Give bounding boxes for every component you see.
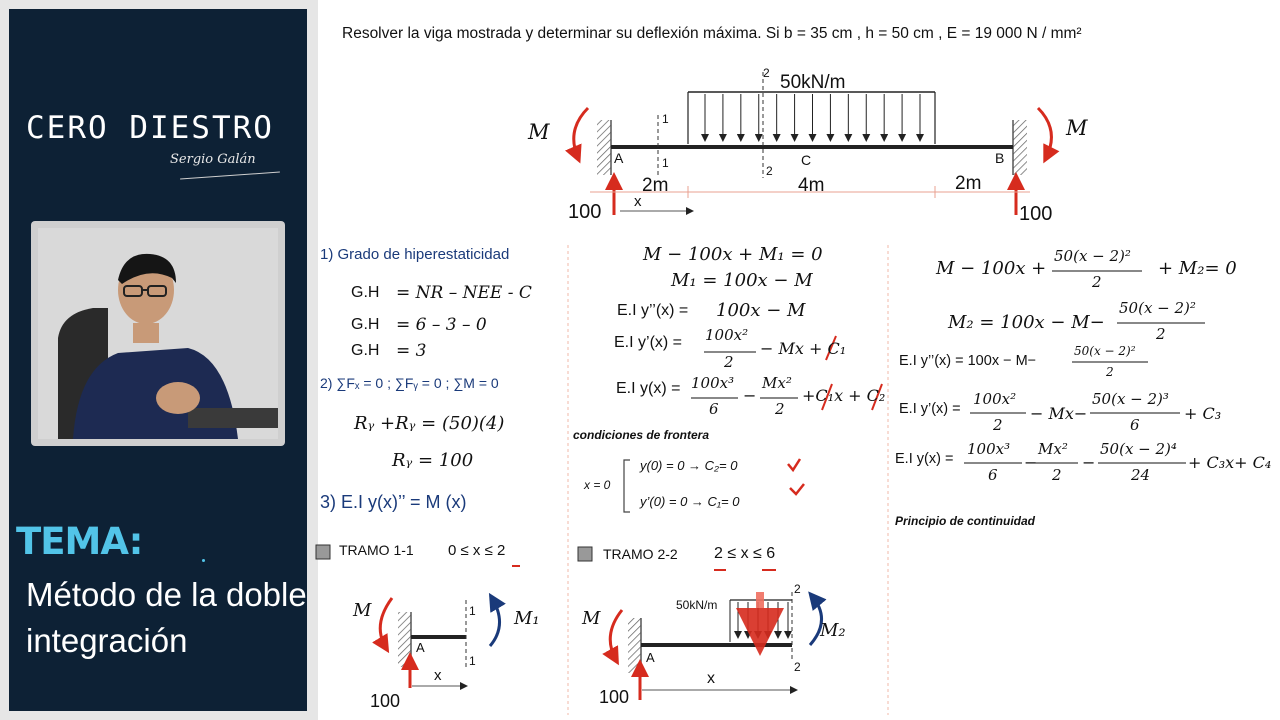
seg2-moment-right: M₂ (820, 620, 846, 641)
reaction-right: 100 (1019, 203, 1053, 225)
col3-eq5-num1: 100x³ (967, 440, 1011, 458)
point-c: C (801, 152, 812, 168)
col3-eq5-rest: + C₃x+ C₄ (1188, 453, 1272, 472)
col2-eq4-num: 100x² (705, 326, 749, 344)
moment-left-label: M (528, 120, 550, 144)
seg1-reaction: 100 (370, 691, 401, 711)
col3-eq3-den: 2 (1106, 365, 1114, 379)
col3-eq1-a: M − 100x + (936, 258, 1047, 279)
seg2-moment-left: M (582, 608, 601, 629)
x-label: x (634, 193, 642, 210)
boundary-title: condiciones de frontera (573, 428, 710, 442)
col3-eq4-mid: − Mx− (1030, 404, 1088, 423)
seg2-x: x (707, 670, 715, 687)
moment-right-label: M (1066, 116, 1088, 140)
col2-eq2: M₁ = 100x − M (671, 270, 813, 291)
col2-eq4-den: 2 (724, 353, 734, 371)
tramo1-title: TRAMO 1-1 (339, 542, 414, 558)
seg1-x: x (434, 667, 442, 684)
col2-eq5-rest: +C₁x + C₂ (802, 386, 886, 405)
col3-eq5-m2: − (1082, 453, 1096, 472)
gh3-label: G.H (351, 342, 380, 359)
gh1-expr: = NR – NEE - C (396, 283, 532, 303)
col3-eq4-num1: 100x² (973, 390, 1017, 408)
tramo2-checkbox-icon (578, 547, 592, 561)
seg1-moment-left: M (353, 600, 372, 621)
tramo2-range: 2 ≤ x ≤ 6 (714, 545, 776, 562)
span-mid: 4m (798, 175, 825, 196)
seg2-reaction: 100 (599, 687, 630, 707)
col2-eq5-num1: 100x³ (691, 374, 735, 392)
col3-eq3-a: E.I y’’(x) = 100x − M− (899, 353, 1037, 369)
col2-eq3-expr: 100x − M (716, 300, 806, 321)
col3-eq4-rest: + C₃ (1184, 404, 1222, 423)
col3-eq2-num: 50(x − 2)² (1119, 299, 1196, 317)
seg1-moment-right: M₁ (514, 608, 540, 629)
gh1-label: G.H (351, 284, 380, 301)
col3-eq5-den3: 24 (1131, 466, 1151, 484)
section-2-top: 2 (763, 66, 770, 80)
col3-eq2-den: 2 (1156, 325, 1166, 343)
col2-eq3-label: E.I y’’(x) = (617, 302, 689, 319)
section-1-top: 1 (662, 112, 669, 126)
topic-label: TEMA: (16, 520, 143, 563)
reaction-left: 100 (568, 201, 602, 223)
col3-eq5-num3: 50(x − 2)⁴ (1100, 440, 1177, 458)
col2-eq5-den1: 6 (709, 400, 719, 418)
col3-eq4-a: E.I y’(x) = (899, 401, 961, 417)
boundary-cond-1: y(0) = 0 → C₂= 0 (640, 458, 738, 473)
col3-eq2-a: M₂ = 100x − M− (948, 312, 1105, 333)
col3-eq1-den: 2 (1092, 273, 1102, 291)
seg1-section-bottom: 1 (469, 654, 476, 668)
span-right: 2m (955, 173, 982, 194)
col3-eq1-num: 50(x − 2)² (1054, 247, 1131, 265)
col2-eq5-label: E.I y(x) = (616, 380, 681, 397)
boundary-bracket (624, 460, 630, 512)
gh2-label: G.H (351, 316, 380, 333)
col3-eq4-den1: 2 (993, 416, 1003, 434)
col3-eq1-b: + M₂= 0 (1158, 258, 1237, 279)
col2-eq5-den2: 2 (775, 400, 785, 418)
brand-signature: Sergio Galán (170, 152, 256, 167)
col2-eq4-label: E.I y’(x) = (614, 334, 683, 351)
section-1-bottom: 1 (662, 156, 669, 170)
gh2-expr: = 6 – 3 – 0 (396, 315, 487, 335)
seg2-load-label: 50kN/m (676, 598, 718, 612)
boundary-x: x = 0 (584, 478, 611, 492)
col2-eq1: M − 100x + M₁ = 0 (643, 244, 823, 265)
seg1-point: A (416, 640, 425, 655)
seg1-section-top: 1 (469, 604, 476, 618)
col3-eq5-den1: 6 (988, 466, 998, 484)
col3-eq5-a: E.I y(x) = (895, 451, 954, 467)
col3-eq4-den2: 6 (1130, 416, 1140, 434)
col3-eq5-num2: Mx² (1038, 440, 1068, 458)
step2-heading: 2) ∑Fₓ = 0 ; ∑Fᵧ = 0 ; ∑M = 0 (320, 375, 499, 391)
point-a: A (614, 150, 624, 166)
tramo2-title: TRAMO 2-2 (603, 546, 678, 562)
seg2-section-bottom: 2 (794, 660, 801, 674)
tramo1-checkbox-icon (316, 545, 330, 559)
continuity-note: Principio de continuidad (895, 514, 1036, 528)
seg2-point: A (646, 650, 655, 665)
problem-statement: Resolver la viga mostrada y determinar su deflexión máxima. Si b = 35 cm , h = 50 cm , E = 19 000 N / mm² (342, 25, 1082, 42)
seg2-section-top: 2 (794, 582, 801, 596)
span-left: 2m (642, 175, 669, 196)
check-icon-1 (788, 459, 800, 470)
boundary-cond-2: y’(0) = 0 → C₁= 0 (640, 494, 740, 509)
col2-eq4-rest: − Mx + C₁ (760, 339, 847, 358)
reaction-value: Rᵧ = 100 (392, 450, 474, 471)
brand-title: CERO DIESTRO (26, 110, 274, 146)
point-b: B (995, 150, 1005, 166)
topic-title: Método de la doble integración (26, 576, 307, 659)
col2-eq5-minus: − (743, 386, 757, 405)
check-icon-2 (790, 484, 804, 494)
col3-eq5-den2: 2 (1052, 466, 1062, 484)
col3-eq5-m1: − (1024, 453, 1038, 472)
reaction-sum: Rᵧ +Rᵧ = (50)(4) (354, 413, 505, 434)
tramo1-range: 0 ≤ x ≤ 2 (448, 542, 506, 559)
step3-heading: 3) E.I y(x)’’ = M (x) (320, 492, 467, 512)
step1-heading: 1) Grado de hiperestaticidad (320, 246, 510, 263)
section-2-bottom: 2 (766, 164, 773, 178)
col3-eq3-num: 50(x − 2)² (1074, 344, 1136, 358)
col2-eq5-num2: Mx² (762, 374, 792, 392)
col3-eq4-num2: 50(x − 2)³ (1092, 390, 1169, 408)
gh3-expr: = 3 (396, 341, 427, 361)
load-label: 50kN/m (780, 72, 846, 93)
